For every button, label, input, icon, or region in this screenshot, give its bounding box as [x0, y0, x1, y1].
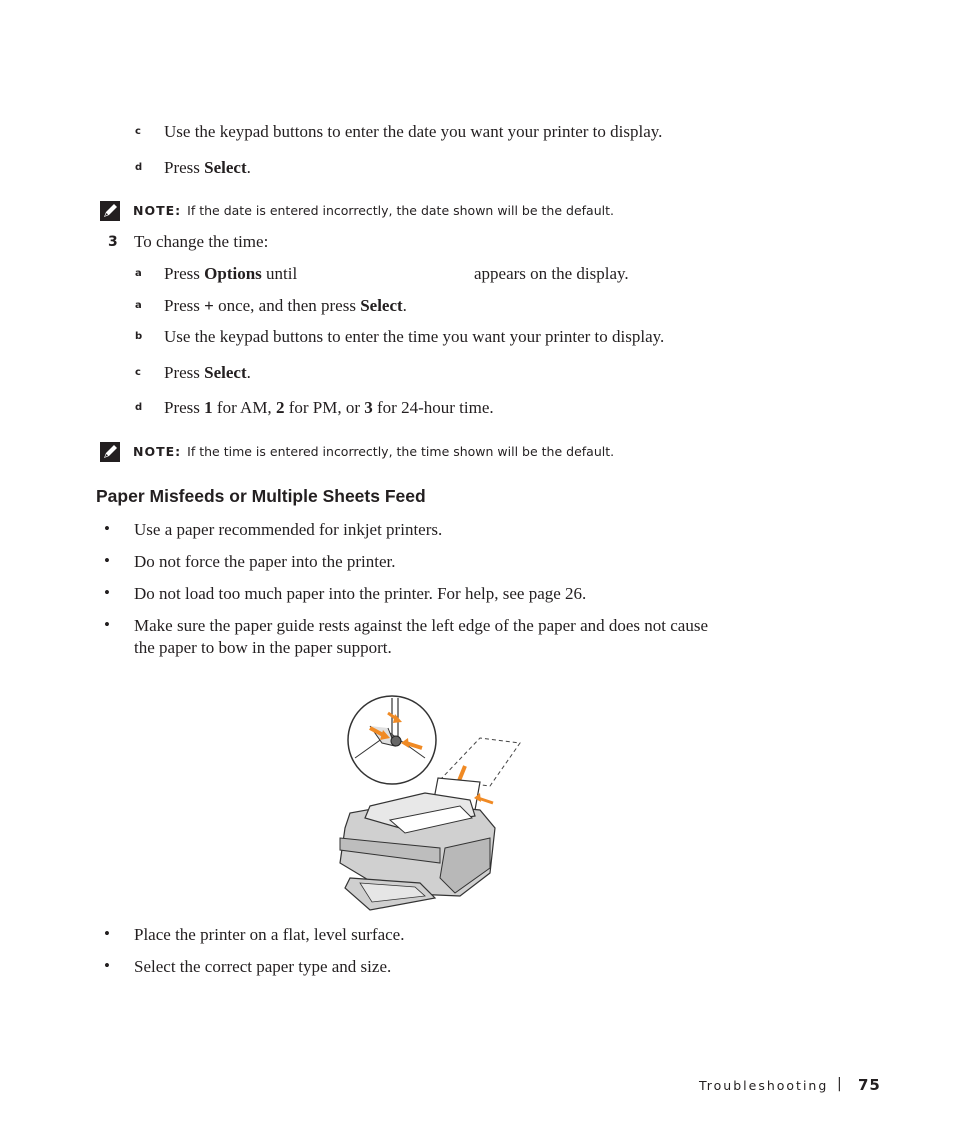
step-letter: b: [135, 331, 143, 342]
step-letter: d: [135, 402, 143, 413]
printer-illustration: [330, 688, 530, 916]
step-letter: c: [135, 367, 141, 378]
step-text: Press Select.: [164, 158, 251, 177]
pencil-note-icon: [99, 200, 121, 222]
step-letter: a: [135, 300, 142, 311]
step-text: Press + once, and then press Select.: [164, 296, 407, 315]
step-text: Use the keypad buttons to enter the date you want your printer to display.: [164, 122, 663, 141]
bullet-text: Do not force the paper into the printer.: [134, 552, 396, 571]
step-text: Press 1 for AM, 2 for PM, or 3 for 24-hour time.: [164, 398, 494, 417]
step-letter: a: [135, 268, 142, 279]
note: NOTE: If the time is entered incorrectly, the time shown will be the default.: [133, 444, 615, 459]
bullet-text-continued: the paper to bow in the paper support.: [134, 638, 392, 657]
note: NOTE: If the date is entered incorrectly, the date shown will be the default.: [133, 203, 614, 218]
footer-separator: |: [837, 1076, 842, 1092]
bullet-text: Place the printer on a flat, level surface.: [134, 925, 405, 944]
pencil-note-icon: [99, 441, 121, 463]
bullet: •: [104, 615, 110, 634]
bullet-text: Select the correct paper type and size.: [134, 957, 392, 976]
bullet: •: [104, 956, 110, 975]
bullet: •: [104, 519, 110, 538]
section-heading: Paper Misfeeds or Multiple Sheets Feed: [96, 486, 426, 506]
bullet: •: [104, 924, 110, 943]
step-number: 3: [108, 234, 118, 250]
step-letter: c: [135, 126, 141, 137]
step-text: Press Options until: [164, 264, 298, 283]
step-text: To change the time:: [134, 232, 269, 251]
bullet: •: [104, 583, 110, 602]
step-text: Use the keypad buttons to enter the time you want your printer to display.: [164, 327, 665, 346]
footer-section: Troubleshooting: [699, 1078, 829, 1093]
page-number: 75: [858, 1076, 881, 1094]
bullet: •: [104, 551, 110, 570]
bullet-text: Make sure the paper guide rests against the left edge of the paper and does not cause: [134, 616, 709, 635]
bullet-text: Do not load too much paper into the printer. For help, see page 26.: [134, 584, 587, 603]
bullet-text: Use a paper recommended for inkjet printers.: [134, 520, 443, 539]
step-text-tail: appears on the display.: [474, 264, 629, 283]
step-letter: d: [135, 162, 143, 173]
step-text: Press Select.: [164, 363, 251, 382]
